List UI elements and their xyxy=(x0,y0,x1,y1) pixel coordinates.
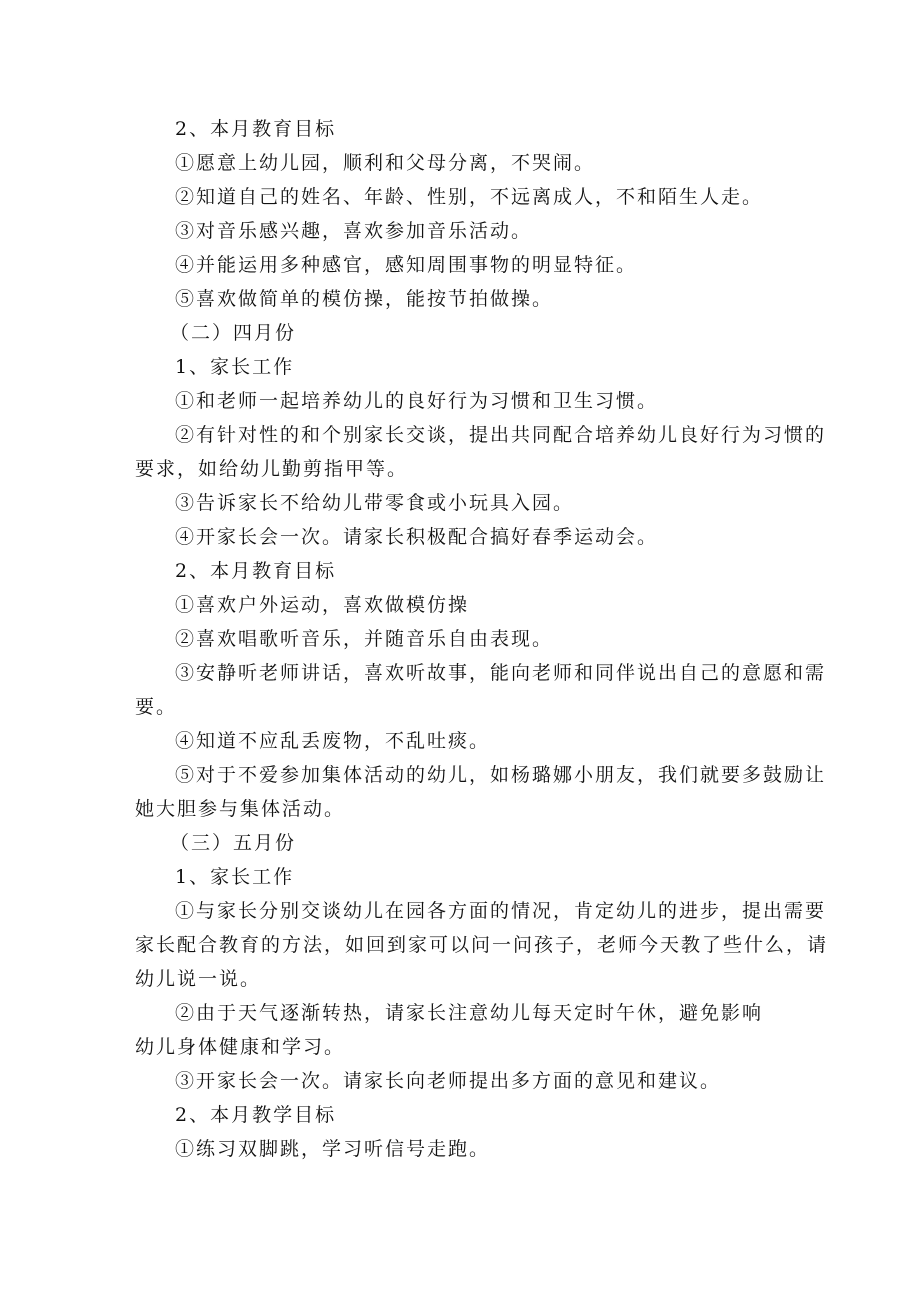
section-heading: 2、本月教学目标 xyxy=(175,1104,337,1126)
list-item: ⑤喜欢做简单的模仿操，能按节拍做操。 xyxy=(175,288,554,310)
list-item: ①练习双脚跳，学习听信号走跑。 xyxy=(175,1138,491,1160)
document-body xyxy=(135,112,829,1166)
section-heading: 1、家长工作 xyxy=(175,866,295,888)
list-item: ④并能运用多种感官，感知周围事物的明显特征。 xyxy=(175,254,638,276)
section-heading: 1、家长工作 xyxy=(175,356,295,378)
list-item: ③安静听老师讲话，喜欢听故事，能向老师和同伴说出自己的意愿和需 xyxy=(175,662,827,684)
list-item: ①喜欢户外运动，喜欢做模仿操 xyxy=(175,594,470,616)
list-item-continuation: 幼儿说一说。 xyxy=(135,968,262,990)
month-heading: （二）四月份 xyxy=(170,322,297,344)
list-item: ②喜欢唱歌听音乐，并随音乐自由表现。 xyxy=(175,628,554,650)
list-item: ③告诉家长不给幼儿带零食或小玩具入园。 xyxy=(175,492,575,514)
list-item: ④知道不应乱丢废物，不乱吐痰。 xyxy=(175,730,491,752)
list-item-continuation: 要。 xyxy=(135,696,178,718)
list-item: ①和老师一起培养幼儿的良好行为习惯和卫生习惯。 xyxy=(175,390,659,412)
list-item-continuation: 要求，如给幼儿勤剪指甲等。 xyxy=(135,458,409,480)
list-item: ②知道自己的姓名、年龄、性别，不远离成人，不和陌生人走。 xyxy=(175,186,764,208)
list-item: ⑤对于不爱参加集体活动的幼儿，如杨璐娜小朋友，我们就要多鼓励让 xyxy=(175,764,827,786)
list-item: ③对音乐感兴趣，喜欢参加音乐活动。 xyxy=(175,220,533,242)
list-item: ②由于天气逐渐转热，请家长注意幼儿每天定时午休，避免影响 xyxy=(175,1002,764,1024)
list-item: ①愿意上幼儿园，顺利和父母分离，不哭闹。 xyxy=(175,152,596,174)
list-item-continuation: 家长配合教育的方法，如回到家可以问一问孩子，老师今天教了些什么，请 xyxy=(135,934,829,956)
list-item: ③开家长会一次。请家长向老师提出多方面的意见和建议。 xyxy=(175,1070,722,1092)
section-heading: 2、本月教育目标 xyxy=(175,118,337,140)
list-item: ①与家长分别交谈幼儿在园各方面的情况，肯定幼儿的进步，提出需要 xyxy=(175,900,827,922)
section-heading: 2、本月教育目标 xyxy=(175,560,337,582)
list-item: ④开家长会一次。请家长积极配合搞好春季运动会。 xyxy=(175,526,659,548)
month-heading: （三）五月份 xyxy=(170,832,297,854)
list-item-continuation: 她大胆参与集体活动。 xyxy=(135,798,346,820)
list-item: ②有针对性的和个别家长交谈，提出共同配合培养幼儿良好行为习惯的 xyxy=(175,424,827,446)
list-item-continuation: 幼儿身体健康和学习。 xyxy=(135,1036,346,1058)
